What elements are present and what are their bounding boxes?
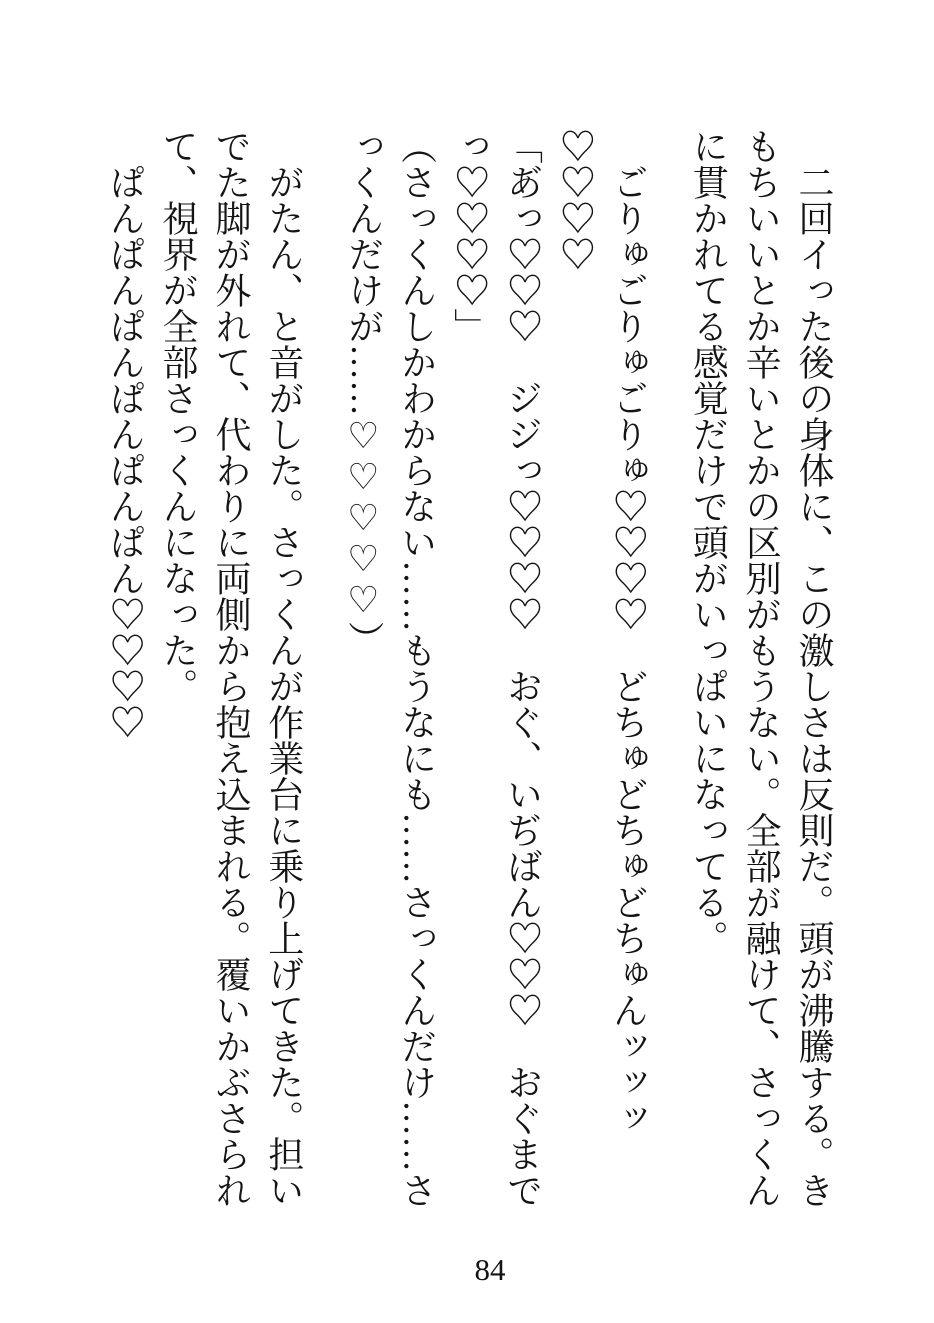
novel-paragraph-thought: （さっくんしかわからない……もうなにも……さっくんだけ……さっくんだけが……♡♡♡♡♡） xyxy=(343,128,437,1208)
novel-paragraph: がたん、と音がした。さっくんが作業台に乗り上げてきた。担いでた脚が外れて、代わりに両側から抱え込まれる。覆いかぶさられて、視界が全部さっくんになった。 xyxy=(158,128,304,1208)
novel-paragraph: 二回イった後の身体に、この激しさは反則だ。頭が沸騰する。きもちいいとか辛いとかの区別がもうない。全部が融けて、さっくんに貫かれてる感覚だけで頭がいっぱいになってる。 xyxy=(688,128,834,1208)
novel-paragraph: ごりゅごりゅごりゅ♡♡♡♡ どちゅどちゅどちゅんッッッ♡♡♡♡ xyxy=(555,128,649,1136)
novel-paragraph: ぱんぱんぱんぱんぱんぱん♡♡♡♡ xyxy=(105,164,146,740)
novel-paragraph-dialogue: 「あ゙っ♡♡♡ ジジっ♡♡♡♡ おぐ、いぢばん♡♡♡ おぐまでっ♡♡♡♡」 xyxy=(449,128,543,1208)
vertical-text-block xyxy=(98,128,840,1210)
page-number: 84 xyxy=(474,1252,506,1287)
